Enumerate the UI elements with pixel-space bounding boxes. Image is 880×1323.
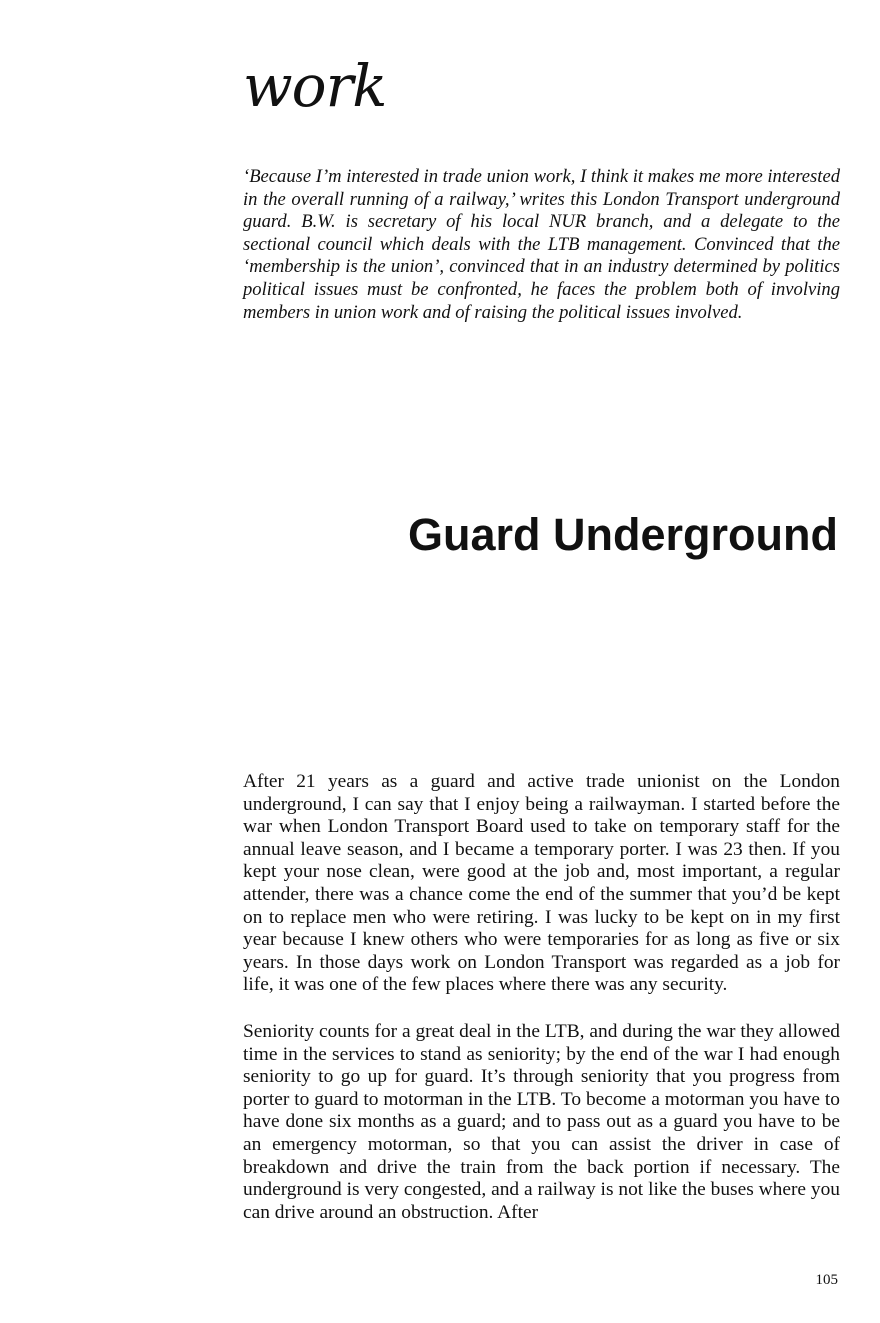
section-heading: work [243,52,387,120]
intro-paragraph: ‘Because I’m interested in trade union work, I think it makes me more interested in the overall running of a railway,’ writes this London Transport underground guard. B.W. is secretary of his local NUR branch, and a delegate to the sectional council which deals with the LTB management. Convinced that the ‘membership is the union’, convinced that in an industry determined by politics political issues must be confronted, he faces the problem both of involving members in union work and of raising the political issues involved. [243,166,840,323]
chapter-title: Guard Underground [408,509,838,560]
body-paragraph: Seniority counts for a great deal in the LTB, and during the war they allowed time in the services to stand as seniority; by the end of the war I had enough seniority to go up for guard. It’s through seniority that you progress from porter to guard to motorman in the LTB. To become a motorman you have to have done six months as a guard; and to pass out as a guard you have to be an emergency motorman, so that you can assist the driver in case of breakdown and drive the train from the back portion if necessary. The underground is very congested, and a railway is not like the buses where you can drive around an obstruction. After [243,1020,840,1223]
body-paragraph: After 21 years as a guard and active trade unionist on the London underground, I can say that I enjoy being a railwayman. I started before the war when London Transport Board used to take on temporary staff for the annual leave season, and I became a temporary porter. I was 23 then. If you kept your nose clean, were good at the job and, most important, a regular attender, there was a chance come the end of the summer that you’d be kept on to replace men who were retiring. I was lucky to be kept on in my first year because I knew others who were temporaries for as long as five or six years. In those days work on London Transport was regarded as a job for life, it was one of the few places where there was any security. [243,771,840,996]
body-text [243,771,840,1248]
page-number: 105 [815,1272,838,1288]
